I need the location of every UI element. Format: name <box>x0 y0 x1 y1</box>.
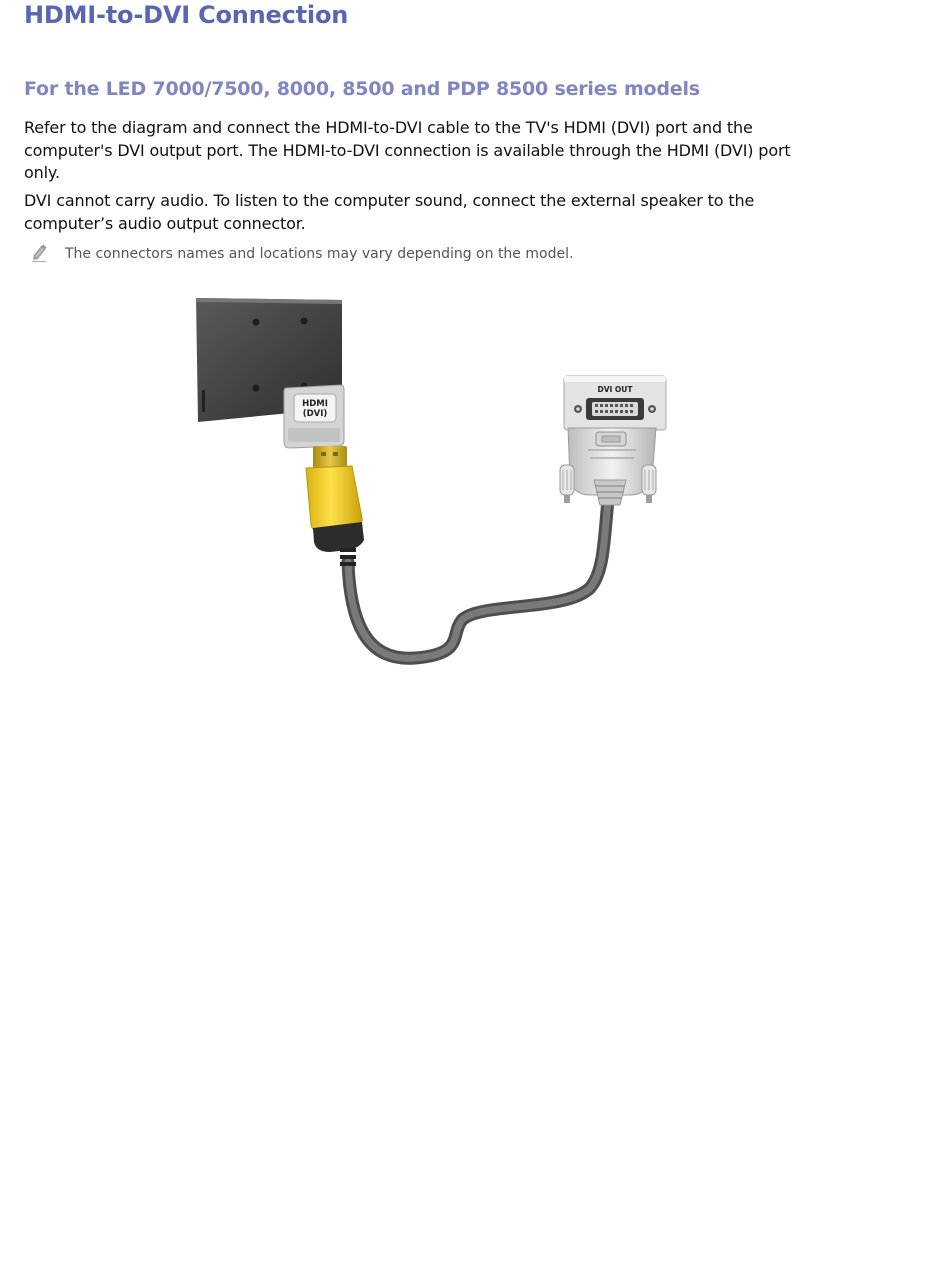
pencil-note-icon <box>30 242 50 264</box>
section-subtitle: For the LED 7000/7500, 8000, 8500 and PDP 8500 series models <box>24 78 700 100</box>
cable <box>348 500 608 658</box>
tv-hdmi-port <box>284 385 344 448</box>
note <box>30 242 830 266</box>
computer-port-label: DVI OUT <box>597 385 633 394</box>
tv-port-label-line2: (DVI) <box>302 409 328 419</box>
page-title: HDMI-to-DVI Connection <box>24 1 349 29</box>
tv-port-label-line1: HDMI <box>302 399 328 409</box>
computer-dvi-port <box>564 376 666 430</box>
audio-paragraph: DVI cannot carry audio. To listen to the computer sound, connect the external speaker to the computer’s audio output connector. <box>24 191 755 233</box>
hdmi-dvi-connection-diagram <box>190 290 680 670</box>
hdmi-connector <box>306 446 364 566</box>
note-text: The connectors names and locations may vary depending on the model. <box>65 246 574 262</box>
instruction-paragraph: Refer to the diagram and connect the HDMI-to-DVI cable to the TV's HDMI (DVI) port and the computer's DVI output port. The HDMI-to-DVI connection is available through the HDMI (DVI) port only. <box>24 118 791 182</box>
dvi-connector <box>560 428 656 505</box>
